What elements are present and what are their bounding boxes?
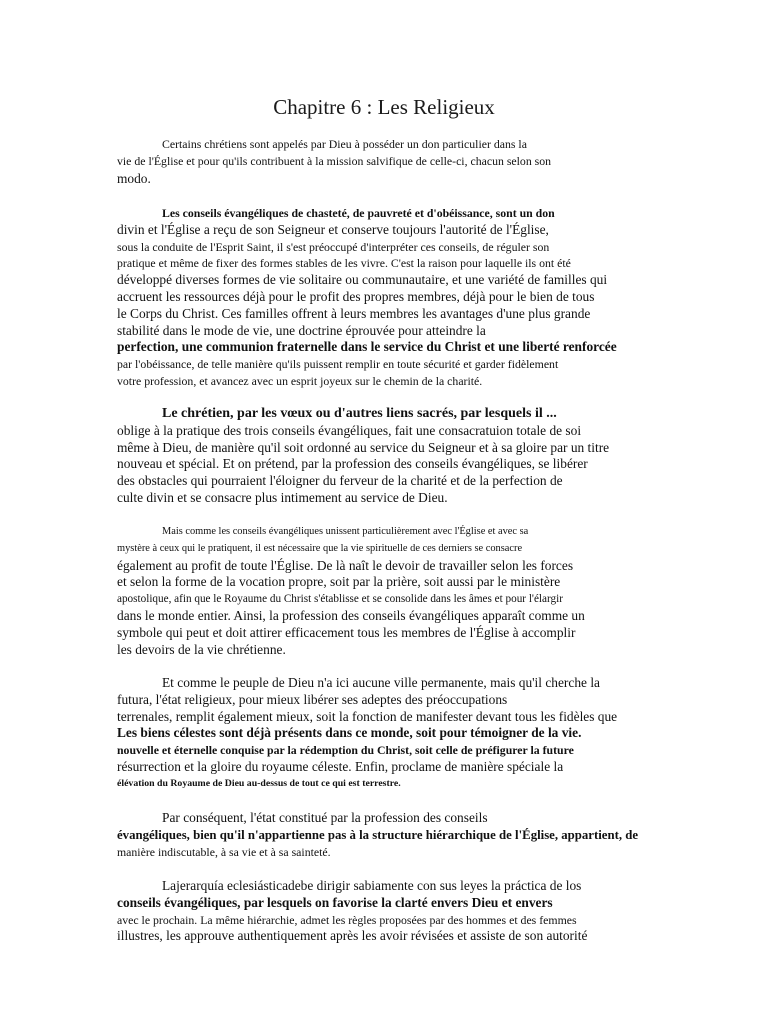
paragraph-line: divin et l'Église a reçu de son Seigneur et conserve toujours l'autorité de l'Église, <box>117 221 549 237</box>
paragraph-line: également au profit de toute l'Église. De là naît le devoir de travailler selon les forces <box>117 557 574 573</box>
paragraph-1 <box>117 136 551 187</box>
paragraph-line: par l'obéissance, de telle manière qu'ils puissent remplir en toute sécurité et garder fidèlement <box>117 357 559 372</box>
paragraph-line: Et comme le peuple de Dieu n'a ici aucune ville permanente, mais qu'il cherche la <box>162 675 600 690</box>
paragraph-line: nouveau et spécial. Et on prétend, par la profession des conseils évangéliques, se libérer <box>117 456 588 472</box>
paragraph-line: développé diverses formes de vie solitaire ou communautaire, et une variété de familles qui <box>117 272 608 288</box>
paragraph-line: futura, l'état religieux, pour mieux libérer ses adeptes des préoccupations <box>117 691 508 707</box>
paragraph-line: même à Dieu, de manière qu'il soit ordonné au service du Seigneur et à sa gloire par un titre <box>117 439 610 455</box>
paragraph-6 <box>117 810 638 860</box>
paragraph-line: Les conseils évangéliques de chasteté, de pauvreté et d'obéissance, sont un don <box>162 206 555 220</box>
paragraph-line: les devoirs de la vie chrétienne. <box>117 641 286 657</box>
paragraph-line: et selon la forme de la vocation propre, soit par la prière, soit aussi par le ministère <box>117 574 561 590</box>
paragraph-line: illustres, les approuve authentiquement après les avoir révisées et assiste de son autorité <box>117 928 588 944</box>
page-title: Chapitre 6 : Les Religieux <box>273 95 495 119</box>
paragraph-line: nouvelle et éternelle conquise par la rédemption du Christ, soit celle de préfigurer la future <box>117 743 574 758</box>
paragraph-line: élévation du Royaume de Dieu au-dessus de tout ce qui est terrestre. <box>117 777 401 789</box>
paragraph-line: dans le monde entier. Ainsi, la profession des conseils évangéliques apparaît comme un <box>117 607 585 623</box>
paragraph-line: conseils évangéliques, par lesquels on favorise la clarté envers Dieu et envers <box>117 894 553 910</box>
paragraph-line: votre profession, et avancez avec un esprit joyeux sur le chemin de la charité. <box>117 373 483 388</box>
paragraph-line: évangéliques, bien qu'il n'appartienne pas à la structure hiérarchique de l'Église, appartient, de <box>117 827 639 842</box>
paragraph-line: résurrection et la gloire du royaume céleste. Enfin, proclame de manière spéciale la <box>117 758 564 774</box>
paragraph-line: apostolique, afin que le Royaume du Christ s'établisse et se consolide dans les âmes et pour l'élargir <box>117 593 563 606</box>
paragraph-line: avec le prochain. La même hiérarchie, admet les règles proposées par des hommes et des femmes <box>117 912 577 927</box>
paragraph-line: Les biens célestes sont déjà présents dans ce monde, soit pour témoigner de la vie. <box>117 725 582 741</box>
paragraph-line: culte divin et se consacre plus intimement au service de Dieu. <box>117 489 448 505</box>
paragraph-line: accruent les ressources déjà pour le profit des propres membres, déjà pour le bien de tous <box>117 288 595 304</box>
paragraph-line: le Corps du Christ. Ces familles offrent à leurs membres les avantages d'une plus grande <box>117 305 591 321</box>
paragraph-line: symbole qui peut et doit attirer efficacement tous les membres de l'Église à accomplir <box>117 624 576 640</box>
paragraph-3 <box>117 406 609 507</box>
paragraph-line: Par conséquent, l'état constitué par la profession des conseils <box>162 810 488 825</box>
paragraph-line: terrenales, remplit également mieux, soit la fonction de manifester devant tous les fidèles que <box>117 708 618 724</box>
paragraph-2 <box>117 205 617 390</box>
paragraph-line: pratique et même de fixer des formes stables de les vivre. C'est la raison pour laquelle ils ont été <box>117 256 571 271</box>
paragraph-line: perfection, une communion fraternelle dans le service du Christ et une liberté renforcée <box>117 339 617 355</box>
paragraph-line: mystère à ceux qui le pratiquent, il est nécessaire que la vie spirituelle de ces derniers se consacre <box>117 542 523 554</box>
paragraph-line: modo. <box>117 171 151 186</box>
paragraph-line: Lajerarquía eclesiásticadebe dirigir sabiamente con sus leyes la práctica de los <box>162 878 582 893</box>
paragraph-4 <box>117 524 585 658</box>
paragraph-5 <box>117 675 617 793</box>
paragraph-line: stabilité dans le mode de vie, une doctrine éprouvée pour atteindre la <box>117 322 486 338</box>
paragraph-line: des obstacles qui pourraient l'éloigner du ferveur de la charité et de la perfection de <box>117 473 563 489</box>
paragraph-line: vie de l'Église et pour qu'ils contribuent à la mission salvifique de celle-ci, chacun selon son <box>117 154 552 168</box>
paragraph-line: manière indiscutable, à sa vie et à sa sainteté. <box>117 844 331 859</box>
paragraph-line: Le chrétien, par les vœux ou d'autres liens sacrés, par lesquels il ... <box>162 406 557 421</box>
paragraph-line: Mais comme les conseils évangéliques unissent particulièrement avec l'Église et avec sa <box>162 526 529 537</box>
paragraph-line: Certains chrétiens sont appelés par Dieu à posséder un don particulier dans la <box>162 137 527 151</box>
paragraph-line: oblige à la pratique des trois conseils évangéliques, fait une consacratuion totale de soi <box>117 422 582 438</box>
paragraph-7 <box>117 878 587 945</box>
paragraph-line: sous la conduite de l'Esprit Saint, il s'est préoccupé d'interpréter ces conseils, de réguler son <box>117 239 550 254</box>
